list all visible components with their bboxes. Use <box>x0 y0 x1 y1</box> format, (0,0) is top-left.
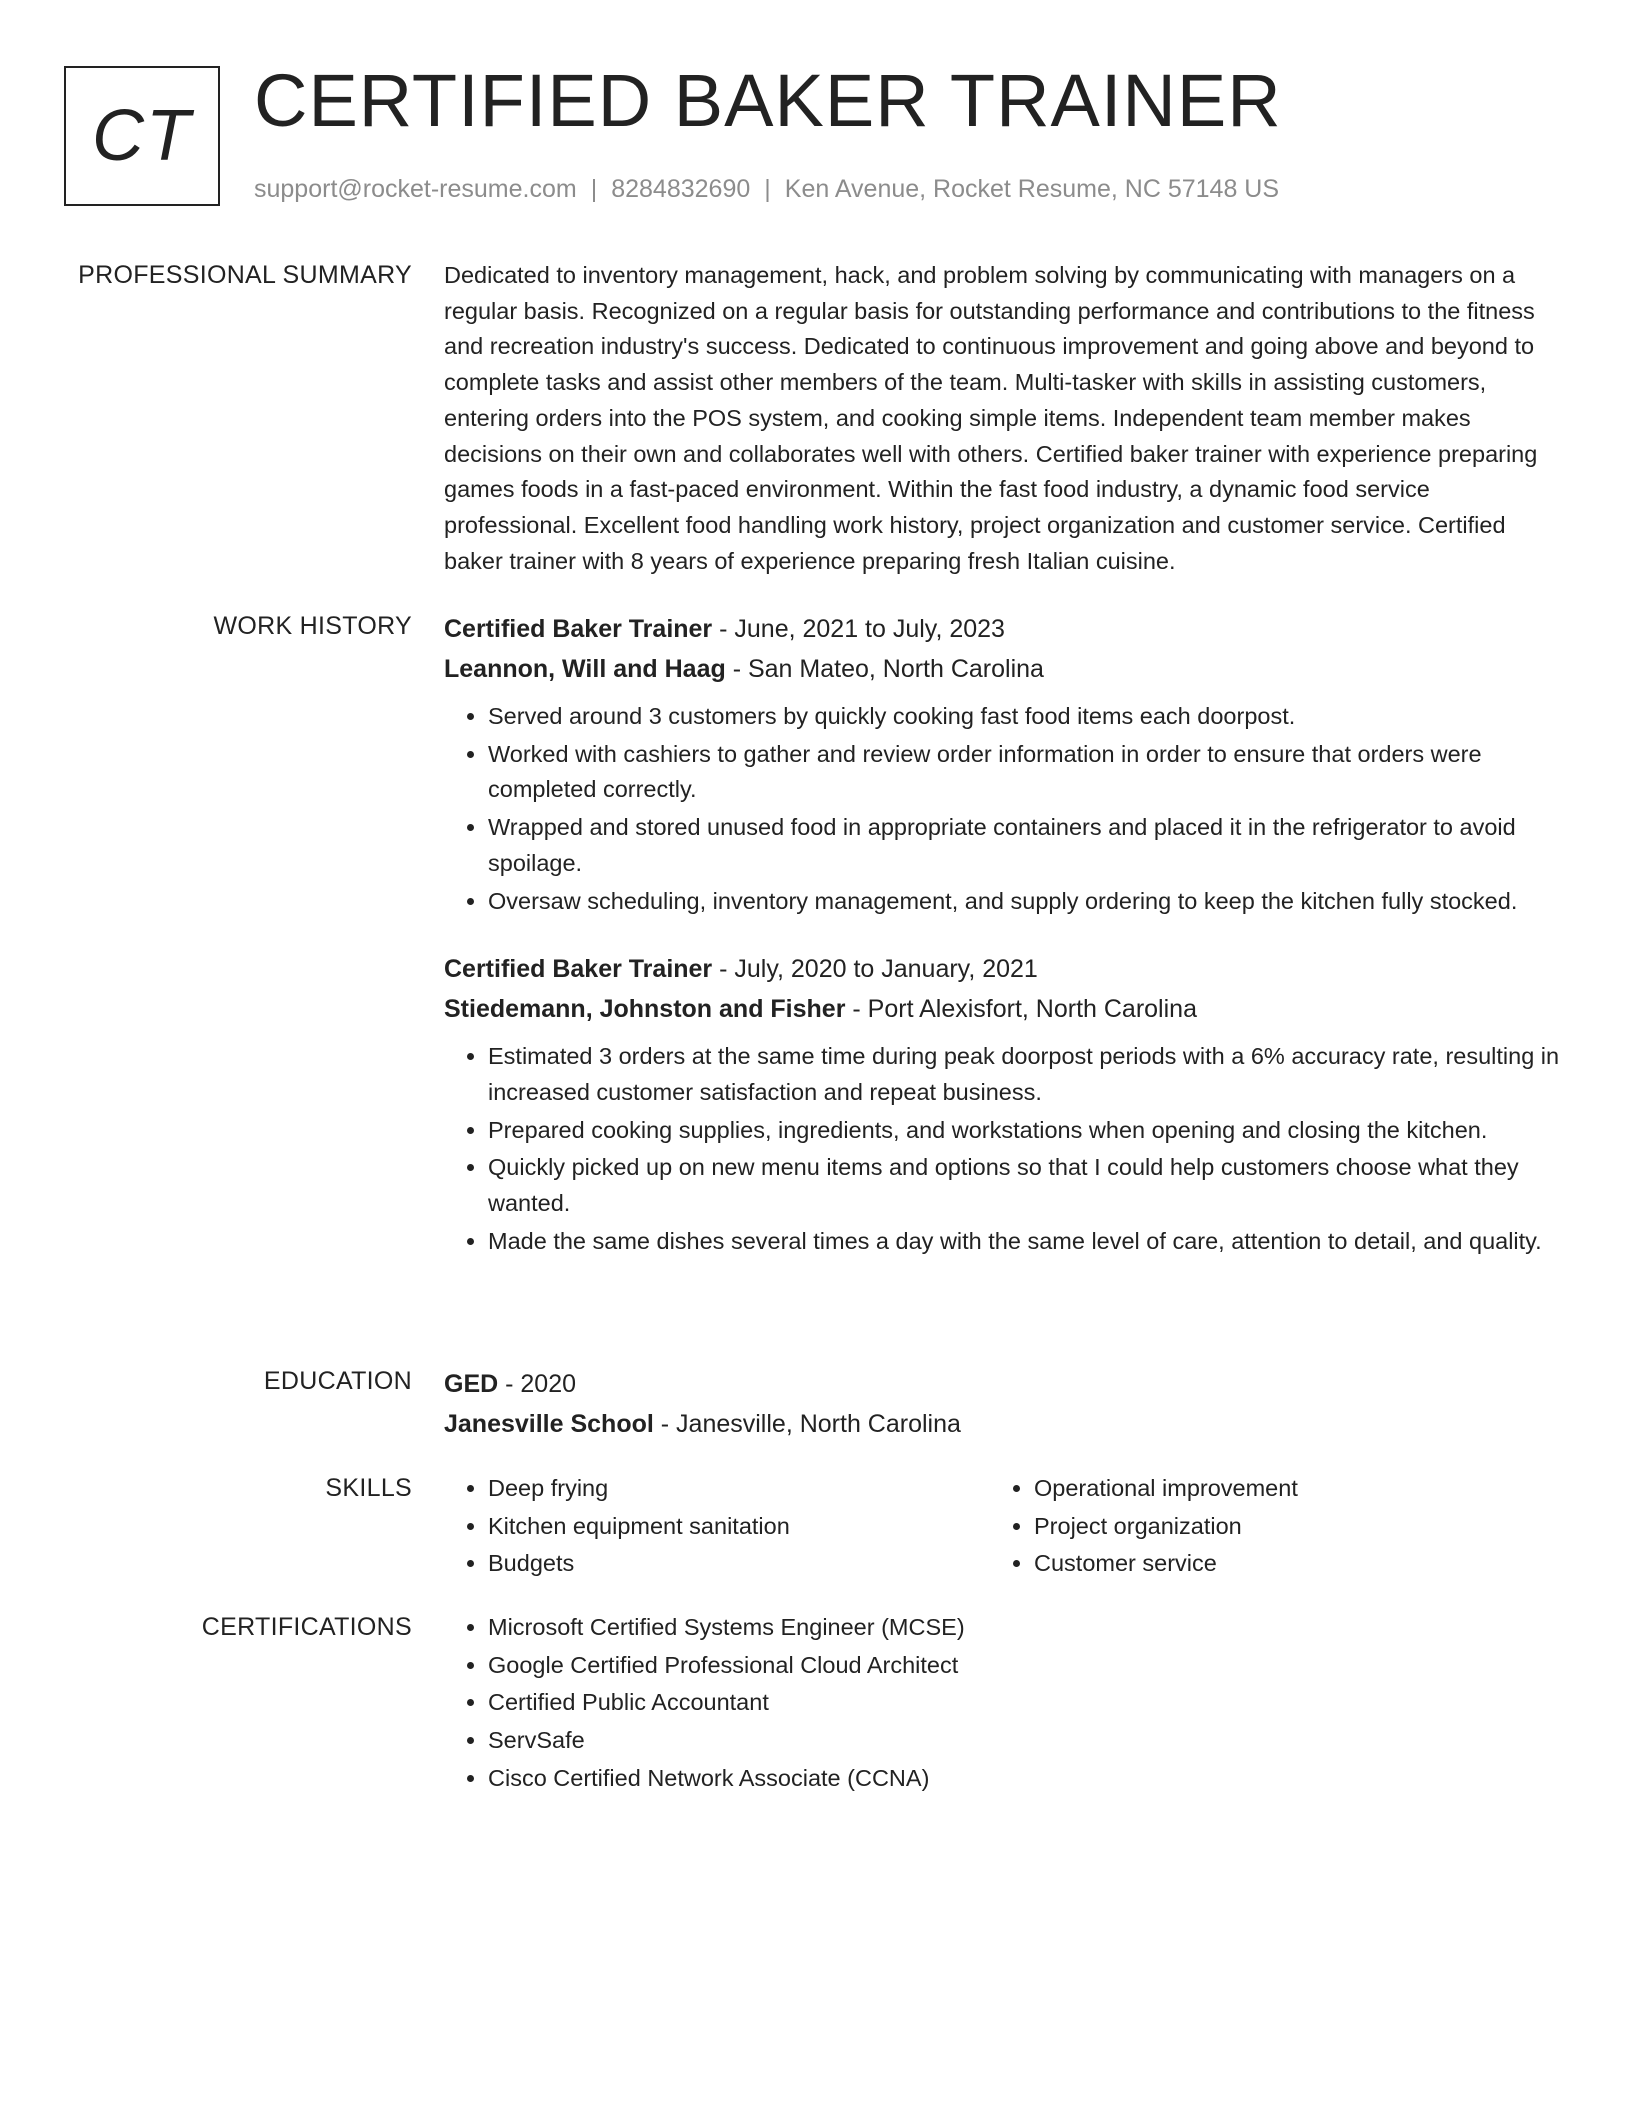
education-location: - Janesville, North Carolina <box>653 1410 961 1438</box>
job-bullet: • Prepared cooking supplies, ingredients, and workstations when opening and closing the kitchen. <box>488 1113 1560 1149</box>
skill-item: • Customer service <box>1034 1546 1536 1582</box>
certification-item: • Cisco Certified Network Associate (CCNA) <box>488 1761 1560 1797</box>
contact-line <box>254 172 1279 206</box>
job-bullets <box>444 1039 1560 1259</box>
certification-item: • ServSafe <box>488 1723 1560 1759</box>
resume-title: CERTIFIED BAKER TRAINER <box>254 59 1282 142</box>
job-company-line <box>444 989 1560 1029</box>
contact-phone: 8284832690 <box>611 175 751 203</box>
education-degree-line <box>444 1364 1560 1404</box>
job-bullet: • Made the same dishes several times a day with the same level of care, attention to detail, and quality. <box>488 1224 1560 1260</box>
monogram-initials: CT <box>92 96 192 176</box>
certifications-list <box>444 1610 1560 1797</box>
education-year: - 2020 <box>498 1370 577 1398</box>
job-bullet: • Estimated 3 orders at the same time during peak doorpost periods with a 6% accuracy rate, resulting in increased customer satisfaction and repeat business. <box>488 1039 1560 1110</box>
skill-item: • Deep frying <box>488 1471 990 1507</box>
education-body <box>444 1364 1560 1444</box>
work-history-body <box>444 609 1560 1289</box>
contact-separator: | <box>764 175 771 203</box>
job-entry <box>444 949 1560 1259</box>
section-label-work-history: WORK HISTORY <box>213 612 412 640</box>
job-company-line <box>444 649 1560 689</box>
job-dates: - June, 2021 to July, 2023 <box>712 615 1005 643</box>
job-bullet: • Wrapped and stored unused food in appropriate containers and placed it in the refrigerator to avoid spoilage. <box>488 810 1560 881</box>
job-bullet: • Served around 3 customers by quickly cooking fast food items each doorpost. <box>488 699 1560 735</box>
education-degree: GED <box>444 1370 499 1398</box>
summary-body <box>444 258 1560 579</box>
job-bullets <box>444 699 1560 919</box>
section-label-education: EDUCATION <box>263 1367 412 1395</box>
contact-address: Ken Avenue, Rocket Resume, NC 57148 US <box>784 175 1280 203</box>
skills-list-right <box>990 1471 1536 1584</box>
education-school-line <box>444 1404 1560 1444</box>
job-company: Leannon, Will and Haag <box>444 655 726 683</box>
job-title-line <box>444 609 1560 649</box>
job-title: Certified Baker Trainer <box>444 615 713 643</box>
job-bullet: • Oversaw scheduling, inventory management, and supply ordering to keep the kitchen fully stocked. <box>488 884 1560 920</box>
job-bullet: • Worked with cashiers to gather and review order information in order to ensure that orders were completed correctly. <box>488 737 1560 808</box>
job-company: Stiedemann, Johnston and Fisher <box>444 995 846 1024</box>
skill-item: • Project organization <box>1034 1509 1536 1545</box>
skill-item: • Operational improvement <box>1034 1471 1536 1507</box>
summary-text: Dedicated to inventory management, hack, and problem solving by communicating with managers on a regular basis. Recognized on a regular basis for outstanding performance and contributions to the fitness and recreation industry's success. Dedicated to continuous improvement and going above and beyond to complete tasks and assist other members of the team. Multi-tasker with skills in assisting customers, entering orders into the POS system, and cooking simple items. Independent team member makes decisions on their own and collaborates well with others. Certified baker trainer with experience preparing games foods in a fast-paced environment. Within the fast food industry, a dynamic food service professional. Excellent food handling work history, project organization and customer service. Certified baker trainer with 8 years of experience preparing fresh Italian cuisine. <box>444 262 1538 574</box>
certification-item: • Google Certified Professional Cloud Architect <box>488 1648 1560 1684</box>
job-bullet: • Quickly picked up on new menu items and options so that I could help customers choose what they wanted. <box>488 1150 1560 1221</box>
skill-item: • Kitchen equipment sanitation <box>488 1509 990 1545</box>
certification-item: • Certified Public Accountant <box>488 1685 1560 1721</box>
education-school: Janesville School <box>444 1410 654 1438</box>
job-title-line <box>444 949 1560 989</box>
skills-body <box>444 1471 1560 1584</box>
job-dates: - July, 2020 to January, 2021 <box>712 955 1038 984</box>
certification-item: • Microsoft Certified Systems Engineer (MCSE) <box>488 1610 1560 1646</box>
job-location: - San Mateo, North Carolina <box>725 655 1044 683</box>
section-label-skills: SKILLS <box>325 1474 412 1502</box>
section-label-certifications: CERTIFICATIONS <box>201 1613 412 1641</box>
contact-email: support@rocket-resume.com <box>254 175 577 203</box>
skills-list-left <box>444 1471 990 1584</box>
monogram-logo <box>64 66 220 206</box>
job-location: - Port Alexisfort, North Carolina <box>845 995 1197 1024</box>
contact-separator: | <box>590 175 598 203</box>
skills-grid <box>444 1471 1560 1584</box>
job-title: Certified Baker Trainer <box>444 955 713 984</box>
skill-item: • Budgets <box>488 1546 990 1582</box>
job-entry <box>444 609 1560 919</box>
section-label-summary: PROFESSIONAL SUMMARY <box>78 261 412 289</box>
certifications-body <box>444 1610 1560 1799</box>
